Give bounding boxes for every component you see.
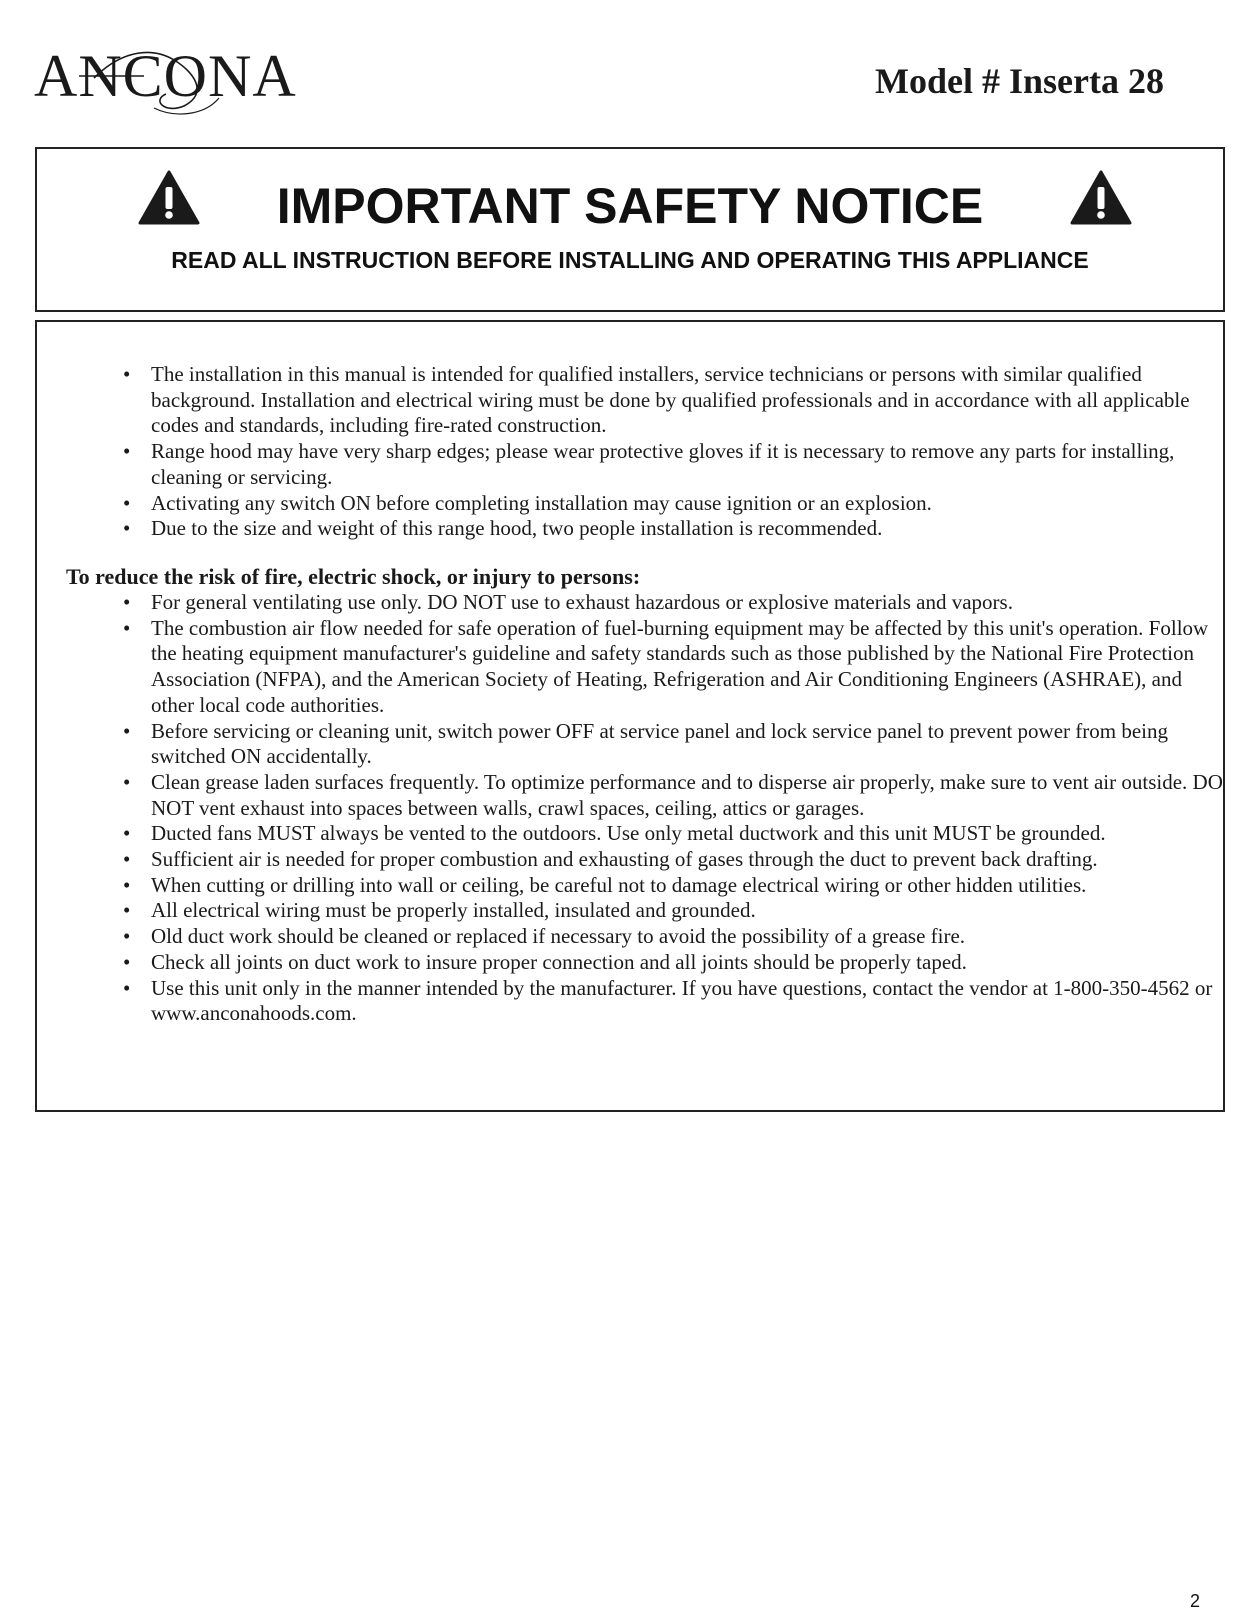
list-item — [123, 516, 1226, 542]
list-item — [123, 898, 1226, 924]
list-item — [123, 590, 1226, 616]
risk-heading: To reduce the risk of fire, electric shock, or injury to persons: — [66, 564, 641, 589]
list-item — [123, 769, 1226, 821]
bullet-glyph: • — [123, 615, 131, 640]
bullet-glyph: • — [123, 590, 131, 614]
bullet-glyph: • — [123, 847, 131, 872]
list-item — [123, 975, 1226, 1027]
safety-notice-box — [35, 147, 1225, 312]
list-item-text: Due to the size and weight of this range hood, two people installation is recommended. — [151, 516, 883, 541]
list-item-text: Ducted fans MUST always be vented to the outdoors. Use only metal ductwork and this unit MUST be grounded. — [151, 821, 1106, 846]
list-item — [123, 362, 1226, 439]
risk-bullet-list — [123, 590, 1226, 1027]
bullet-glyph: • — [123, 924, 131, 949]
list-item-text: Before servicing or cleaning unit, switch power OFF at service panel and lock service panel to prevent power from being switched ON accidentally. — [151, 718, 1169, 769]
list-item — [123, 718, 1226, 770]
page-number: 2 — [1189, 1591, 1200, 1611]
list-item-text: For general ventilating use only. DO NOT use to exhaust hazardous or explosive materials and vapors. — [151, 590, 1013, 614]
bullet-glyph: • — [123, 872, 131, 897]
bullet-glyph: • — [123, 362, 131, 386]
list-item-text: When cutting or drilling into wall or ceiling, be careful not to damage electrical wiring or other hidden utilities. — [151, 872, 1087, 897]
warning-triangle-icon — [1069, 169, 1133, 227]
list-item — [123, 924, 1226, 950]
bullet-glyph: • — [123, 490, 131, 515]
bullet-glyph: • — [123, 439, 131, 464]
list-item-text: The installation in this manual is intended for qualified installers, service technicians or persons with similar qualified background. Installation and electrical wiring must be done by qualified professionals and in accordance with all applicable codes and standards, including fire-rated construction. — [151, 362, 1190, 438]
brand-logo-text: ANCONA — [34, 43, 297, 109]
logo-flourish-icon — [34, 38, 304, 118]
list-item-text: Sufficient air is needed for proper combustion and exhausting of gases through the duct to prevent back drafting. — [151, 847, 1098, 872]
safety-instructions-box — [35, 320, 1225, 1112]
list-item — [123, 490, 1226, 517]
notice-title: IMPORTANT SAFETY NOTICE — [276, 178, 984, 234]
list-item-text: Old duct work should be cleaned or replaced if necessary to avoid the possibility of a grease fire. — [151, 924, 966, 949]
intro-bullet-list — [123, 362, 1226, 542]
list-item-text: The combustion air flow needed for safe operation of fuel-burning equipment may be affected by this unit's operation. Follow the heating equipment manufacturer's guideline and safety standards such as those published by the National Fire Protection Association (NFPA), and the American Society of Heating, Refrigeration and Air Conditioning Engineers (ASHRAE), and other local code authorities. — [151, 615, 1209, 717]
bullet-glyph: • — [123, 769, 131, 794]
bullet-glyph: • — [123, 898, 131, 923]
list-item — [123, 872, 1226, 899]
bullet-glyph: • — [123, 718, 131, 743]
list-item — [123, 949, 1226, 976]
list-item-text: All electrical wiring must be properly installed, insulated and grounded. — [151, 898, 756, 923]
list-item-text: Use this unit only in the manner intended by the manufacturer. If you have questions, contact the vendor at 1-800-350-4562 or www.anconahoods.com. — [151, 975, 1213, 1026]
list-item — [123, 439, 1226, 490]
list-item — [123, 847, 1226, 873]
list-item — [123, 615, 1226, 719]
bullet-glyph: • — [123, 821, 131, 846]
list-item-text: Check all joints on duct work to insure proper connection and all joints should be properly taped. — [151, 949, 967, 974]
list-item-text: Range hood may have very sharp edges; please wear protective gloves if it is necessary to remove any parts for installing, cleaning or servicing. — [151, 439, 1175, 489]
bullet-glyph: • — [123, 516, 131, 541]
notice-subtitle: READ ALL INSTRUCTION BEFORE INSTALLING AND OPERATING THIS APPLIANCE — [171, 247, 1089, 273]
list-item-text: Activating any switch ON before completing installation may cause ignition or an explosion. — [151, 490, 932, 515]
bullet-glyph: • — [123, 975, 131, 1000]
model-number: Model # Inserta 28 — [875, 61, 1164, 101]
brand-logo — [34, 38, 304, 118]
list-item — [123, 821, 1226, 847]
list-item-text: Clean grease laden surfaces frequently. To optimize performance and to disperse air properly, make sure to vent air outside. DO NOT vent exhaust into spaces between walls, crawl spaces, ceiling, attics or garages. — [151, 769, 1223, 820]
bullet-glyph: • — [123, 949, 131, 974]
